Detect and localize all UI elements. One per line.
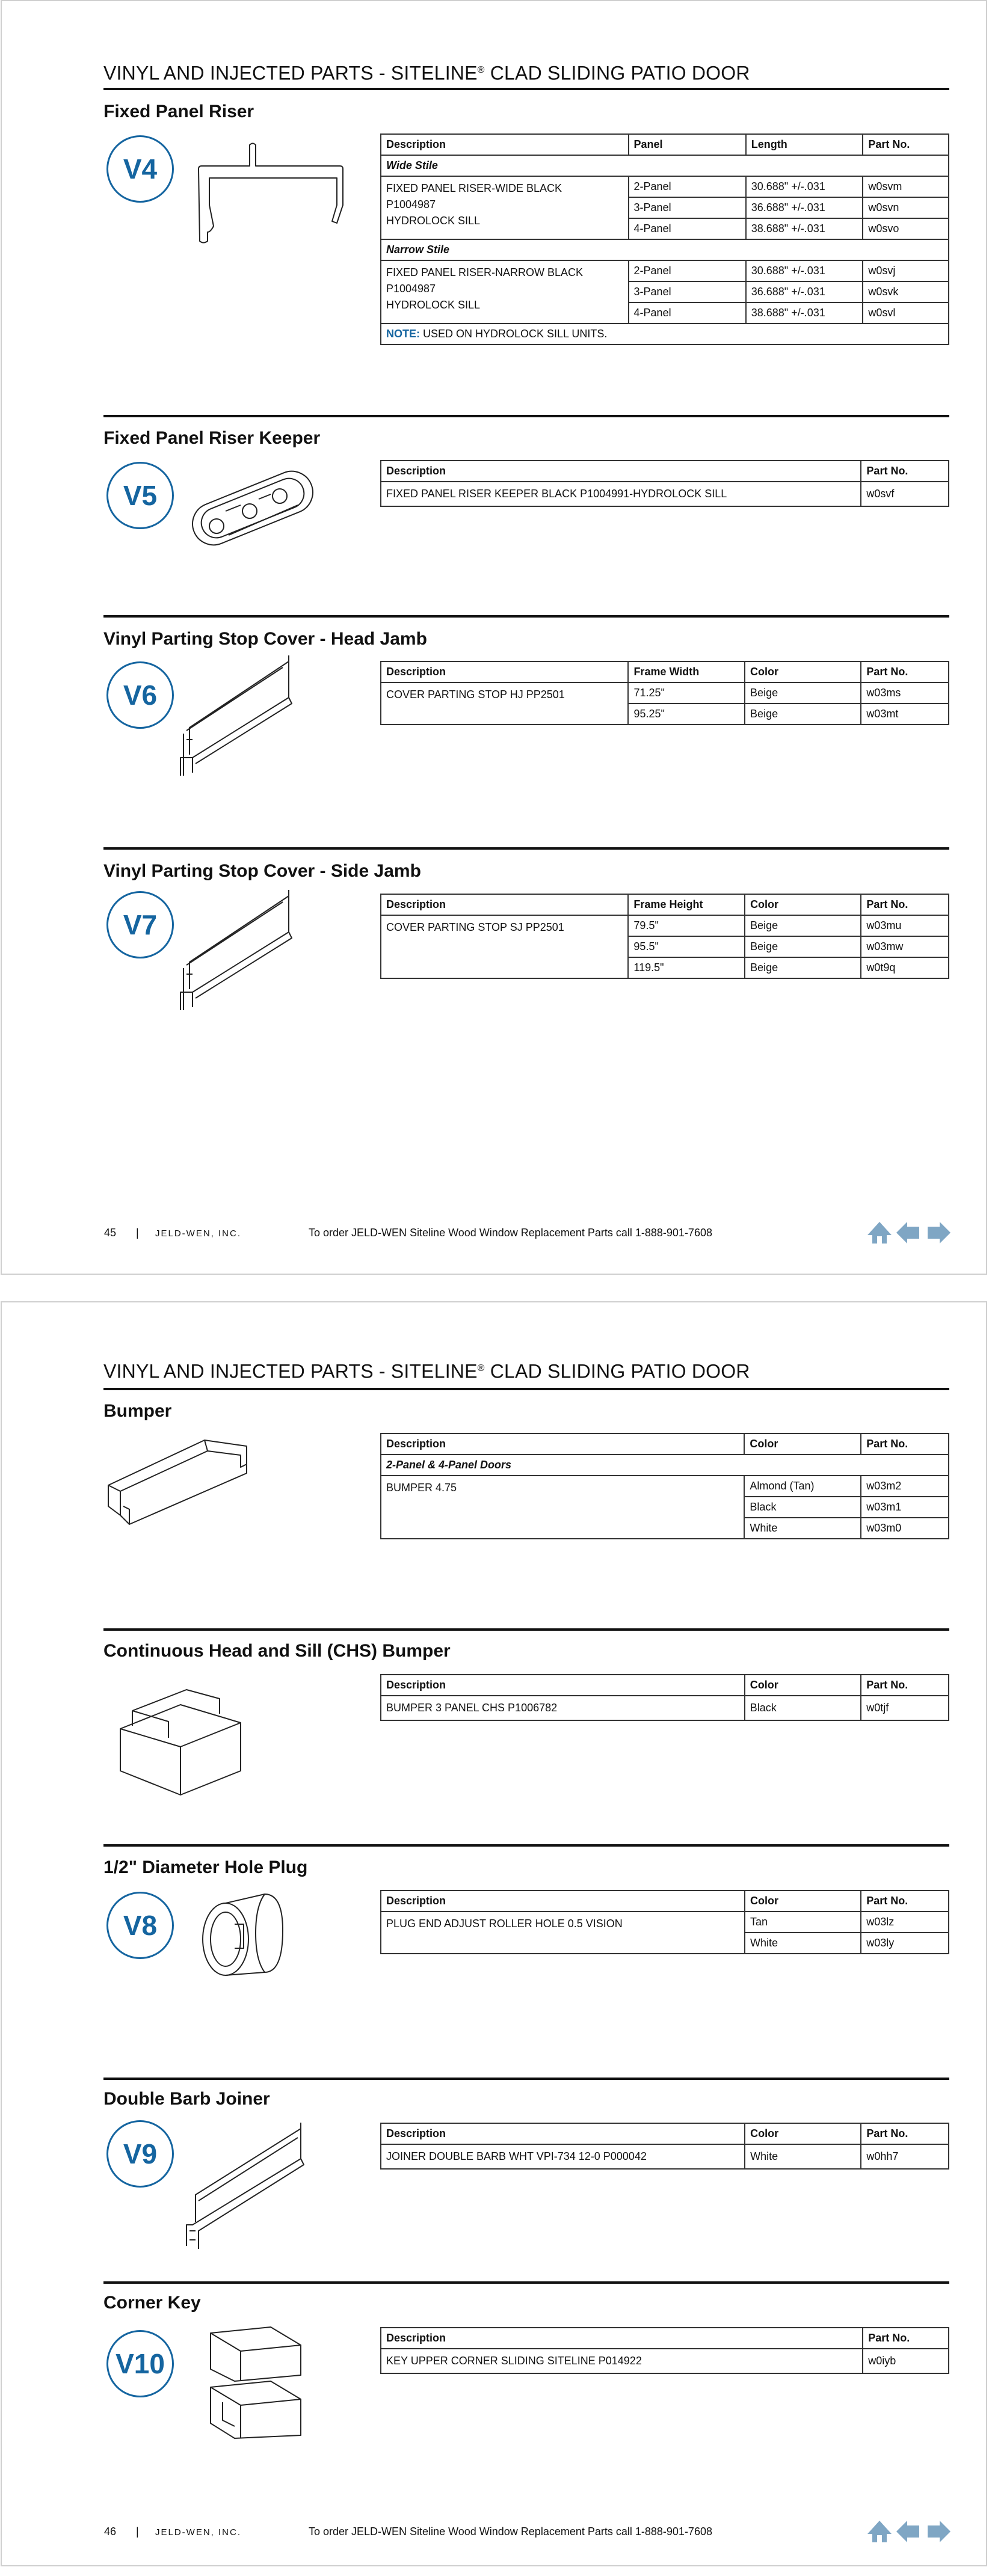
parts-table <box>380 2123 949 2170</box>
column-header: Description <box>381 134 629 155</box>
column-header: Panel <box>629 134 746 155</box>
description-cell <box>381 482 861 506</box>
parts-table <box>380 460 949 507</box>
color-cell: Tan <box>745 1912 861 1933</box>
column-header: Part No. <box>861 1891 949 1912</box>
page-number: 46 <box>104 2525 117 2538</box>
table-row <box>381 176 949 197</box>
table-header-row <box>381 461 949 482</box>
section-heading-fixed-panel-riser: Fixed Panel Riser <box>103 102 254 121</box>
part-number-cell: w03ly <box>861 1933 949 1954</box>
title-divider <box>103 88 949 90</box>
note-row <box>381 324 949 345</box>
color-cell: Beige <box>745 936 861 957</box>
section-heading-vinyl-parting-stop-cover-side-jamb: Vinyl Parting Stop Cover - Side Jamb <box>103 861 421 881</box>
description-line: PLUG END ADJUST ROLLER HOLE 0.5 VISION <box>386 1918 623 1930</box>
description-line: HYDROLOCK SILL <box>386 215 481 227</box>
home-icon[interactable] <box>866 1222 893 1244</box>
section-divider <box>103 2078 949 2080</box>
part-badge: V9 <box>106 2120 174 2188</box>
title-text-end: CLAD SLIDING PATIO DOOR <box>484 62 750 84</box>
description-cell <box>381 176 629 239</box>
section-heading-vinyl-parting-stop-cover-head-jamb: Vinyl Parting Stop Cover - Head Jamb <box>103 629 427 649</box>
registered-mark: ® <box>477 65 485 75</box>
note-label: NOTE: <box>386 328 420 340</box>
length-cell: 36.688" +/-.031 <box>746 281 863 302</box>
frame-height-cell: 119.5" <box>628 957 745 978</box>
part-number-cell: w03mt <box>861 704 949 725</box>
part-badge: V4 <box>106 135 174 203</box>
color-cell: Beige <box>745 915 861 936</box>
part-number-cell: w0hh7 <box>861 2144 949 2169</box>
part-number-cell: w03ms <box>861 682 949 704</box>
length-cell: 30.688" +/-.031 <box>746 176 863 197</box>
column-header: Description <box>381 461 861 482</box>
page-title <box>103 58 750 85</box>
title-text: VINYL AND INJECTED PARTS - SITELINE <box>103 1360 478 1382</box>
part-number-cell: w0svn <box>863 197 949 218</box>
section-heading-continuous-head-and-sill-chs-bumper: Continuous Head and Sill (CHS) Bumper <box>103 1641 451 1661</box>
column-header: Description <box>381 661 628 682</box>
description-line: FIXED PANEL RISER-WIDE BLACK <box>386 182 562 194</box>
registered-mark: ® <box>477 1363 485 1373</box>
column-header: Part No. <box>861 661 949 682</box>
description-cell <box>381 1912 745 1954</box>
parts-table <box>380 1433 949 1539</box>
column-header: Description <box>381 1434 744 1455</box>
panel-cell: 3-Panel <box>629 281 746 302</box>
description-cell <box>381 1476 744 1539</box>
parts-table <box>380 661 949 725</box>
previous-page-icon[interactable] <box>896 2521 920 2542</box>
part-number-cell: w03mu <box>861 915 949 936</box>
length-cell: 36.688" +/-.031 <box>746 197 863 218</box>
frame-width-cell: 95.25" <box>628 704 745 725</box>
group-row <box>381 155 949 176</box>
column-header: Part No. <box>863 2328 949 2349</box>
column-header: Color <box>745 2123 861 2144</box>
frame-height-cell: 95.5" <box>628 936 745 957</box>
title-text: VINYL AND INJECTED PARTS - SITELINE <box>103 62 478 84</box>
description-cell <box>381 2349 863 2373</box>
table-row <box>381 482 949 506</box>
part-number-cell: w0svj <box>863 260 949 281</box>
section-divider <box>103 1628 949 1631</box>
part-number-cell: w0iyb <box>863 2349 949 2373</box>
part-number-cell: w03m2 <box>861 1476 949 1497</box>
section-divider <box>103 847 949 850</box>
description-cell <box>381 682 628 725</box>
part-number-cell: w03lz <box>861 1912 949 1933</box>
table-row <box>381 2349 949 2373</box>
previous-page-icon[interactable] <box>896 1222 920 1244</box>
column-header: Part No. <box>861 2123 949 2144</box>
color-cell: White <box>744 1518 861 1539</box>
group-label: Wide Stile <box>381 155 949 176</box>
panel-cell: 3-Panel <box>629 197 746 218</box>
group-label: Narrow Stile <box>381 239 949 260</box>
table-header-row <box>381 894 949 915</box>
parts-table <box>380 894 949 979</box>
parts-table <box>380 133 949 345</box>
note-text: USED ON HYDROLOCK SILL UNITS. <box>420 328 608 340</box>
description-cell <box>381 915 628 978</box>
column-header: Part No. <box>861 461 949 482</box>
footer-separator: | <box>136 2525 139 2538</box>
length-cell: 30.688" +/-.031 <box>746 260 863 281</box>
corner-key-icon <box>199 2321 313 2441</box>
parts-table <box>380 2327 949 2374</box>
part-badge: V7 <box>106 891 174 958</box>
riser-profile-icon <box>193 142 349 244</box>
group-row <box>381 239 949 260</box>
section-heading-fixed-panel-riser-keeper: Fixed Panel Riser Keeper <box>103 428 321 448</box>
color-cell: Almond (Tan) <box>744 1476 861 1497</box>
section-divider <box>103 615 949 618</box>
part-number-cell: w03mw <box>861 936 949 957</box>
riser-keeper-icon <box>183 463 322 553</box>
column-header: Description <box>381 1891 745 1912</box>
description-line: BUMPER 4.75 <box>386 1482 457 1494</box>
part-number-cell: w0tjf <box>861 1696 949 1720</box>
section-heading-1-2-diameter-hole-plug: 1/2" Diameter Hole Plug <box>103 1857 308 1877</box>
table-header-row <box>381 2328 949 2349</box>
parting-stop-icon <box>168 655 295 776</box>
page-number: 45 <box>104 1227 117 1239</box>
description-cell <box>381 2144 745 2169</box>
description-cell <box>381 260 629 324</box>
parts-table <box>380 1890 949 1954</box>
order-info: To order JELD-WEN Siteline Wood Window Replacement Parts call 1-888-901-7608 <box>309 1227 712 1239</box>
next-page-icon[interactable] <box>926 2521 950 2542</box>
company-name: JELD-WEN, INC. <box>155 1228 242 1239</box>
home-icon[interactable] <box>866 2521 893 2542</box>
table-row <box>381 915 949 936</box>
parts-table <box>380 1674 949 1721</box>
column-header: Length <box>746 134 863 155</box>
description-line: COVER PARTING STOP SJ PP2501 <box>386 921 564 933</box>
table-header-row <box>381 134 949 155</box>
table-row <box>381 1476 949 1497</box>
part-badge: V5 <box>106 462 174 529</box>
description-line: KEY UPPER CORNER SLIDING SITELINE P014922 <box>386 2355 642 2367</box>
table-header-row <box>381 661 949 682</box>
part-number-cell: w0svk <box>863 281 949 302</box>
part-number-cell: w0svo <box>863 218 949 239</box>
description-line: JOINER DOUBLE BARB WHT VPI-734 12-0 P000042 <box>386 2150 647 2162</box>
group-row <box>381 1455 949 1476</box>
column-header: Description <box>381 2328 863 2349</box>
table-row <box>381 1696 949 1720</box>
column-header: Color <box>745 1891 861 1912</box>
description-line: HYDROLOCK SILL <box>386 299 481 311</box>
color-cell: Black <box>744 1497 861 1518</box>
description-line: P1004987 <box>386 283 436 295</box>
parting-stop-icon <box>168 890 295 1010</box>
part-number-cell: w0svm <box>863 176 949 197</box>
barb-joiner-icon <box>180 2123 307 2249</box>
company-name: JELD-WEN, INC. <box>155 2527 242 2538</box>
color-cell: White <box>745 1933 861 1954</box>
section-divider <box>103 2281 949 2284</box>
description-line: FIXED PANEL RISER KEEPER BLACK P1004991-HYDROLOCK SILL <box>386 488 727 500</box>
table-header-row <box>381 1434 949 1455</box>
panel-cell: 4-Panel <box>629 218 746 239</box>
color-cell: Black <box>745 1696 861 1720</box>
table-header-row <box>381 2123 949 2144</box>
column-header: Part No. <box>863 134 949 155</box>
part-badge: V10 <box>106 2330 174 2397</box>
column-header: Frame Height <box>628 894 745 915</box>
part-number-cell: w03m0 <box>861 1518 949 1539</box>
next-page-icon[interactable] <box>926 1222 950 1244</box>
title-text-end: CLAD SLIDING PATIO DOOR <box>484 1360 750 1382</box>
color-cell: Beige <box>745 957 861 978</box>
column-header: Description <box>381 2123 745 2144</box>
column-header: Description <box>381 894 628 915</box>
bumper-icon <box>102 1434 253 1536</box>
frame-height-cell: 79.5" <box>628 915 745 936</box>
group-label: 2-Panel & 4-Panel Doors <box>381 1455 949 1476</box>
page-title <box>103 1357 750 1384</box>
description-line: P1004987 <box>386 198 436 210</box>
note-cell <box>381 324 949 345</box>
panel-cell: 2-Panel <box>629 260 746 281</box>
description-line: COVER PARTING STOP HJ PP2501 <box>386 688 565 701</box>
color-cell: White <box>745 2144 861 2169</box>
column-header: Part No. <box>861 894 949 915</box>
order-info: To order JELD-WEN Siteline Wood Window Replacement Parts call 1-888-901-7608 <box>309 2525 712 2538</box>
panel-cell: 2-Panel <box>629 176 746 197</box>
table-row <box>381 682 949 704</box>
part-number-cell: w0svl <box>863 302 949 324</box>
chs-bumper-icon <box>108 1681 253 1795</box>
description-line: FIXED PANEL RISER-NARROW BLACK <box>386 266 584 278</box>
table-row <box>381 1912 949 1933</box>
description-line: BUMPER 3 PANEL CHS P1006782 <box>386 1702 558 1714</box>
part-number-cell: w0svf <box>861 482 949 506</box>
description-cell <box>381 1696 745 1720</box>
column-header: Frame Width <box>628 661 745 682</box>
column-header: Part No. <box>861 1675 949 1696</box>
table-row <box>381 260 949 281</box>
column-header: Color <box>745 661 861 682</box>
column-header: Part No. <box>861 1434 949 1455</box>
table-header-row <box>381 1675 949 1696</box>
section-heading-corner-key: Corner Key <box>103 2293 201 2313</box>
color-cell: Beige <box>745 682 861 704</box>
footer-separator: | <box>136 1227 139 1239</box>
frame-width-cell: 71.25" <box>628 682 745 704</box>
length-cell: 38.688" +/-.031 <box>746 302 863 324</box>
part-number-cell: w0t9q <box>861 957 949 978</box>
part-badge: V6 <box>106 661 174 729</box>
length-cell: 38.688" +/-.031 <box>746 218 863 239</box>
section-heading-double-barb-joiner: Double Barb Joiner <box>103 2089 270 2109</box>
column-header: Color <box>745 894 861 915</box>
section-heading-bumper: Bumper <box>103 1401 172 1421</box>
column-header: Description <box>381 1675 745 1696</box>
column-header: Color <box>745 1675 861 1696</box>
part-number-cell: w03m1 <box>861 1497 949 1518</box>
section-divider <box>103 1844 949 1847</box>
panel-cell: 4-Panel <box>629 302 746 324</box>
part-badge: V8 <box>106 1892 174 1959</box>
table-header-row <box>381 1891 949 1912</box>
hole-plug-icon <box>199 1882 289 1984</box>
column-header: Color <box>744 1434 861 1455</box>
section-divider <box>103 415 949 417</box>
color-cell: Beige <box>745 704 861 725</box>
table-row <box>381 2144 949 2169</box>
title-divider <box>103 1388 949 1390</box>
